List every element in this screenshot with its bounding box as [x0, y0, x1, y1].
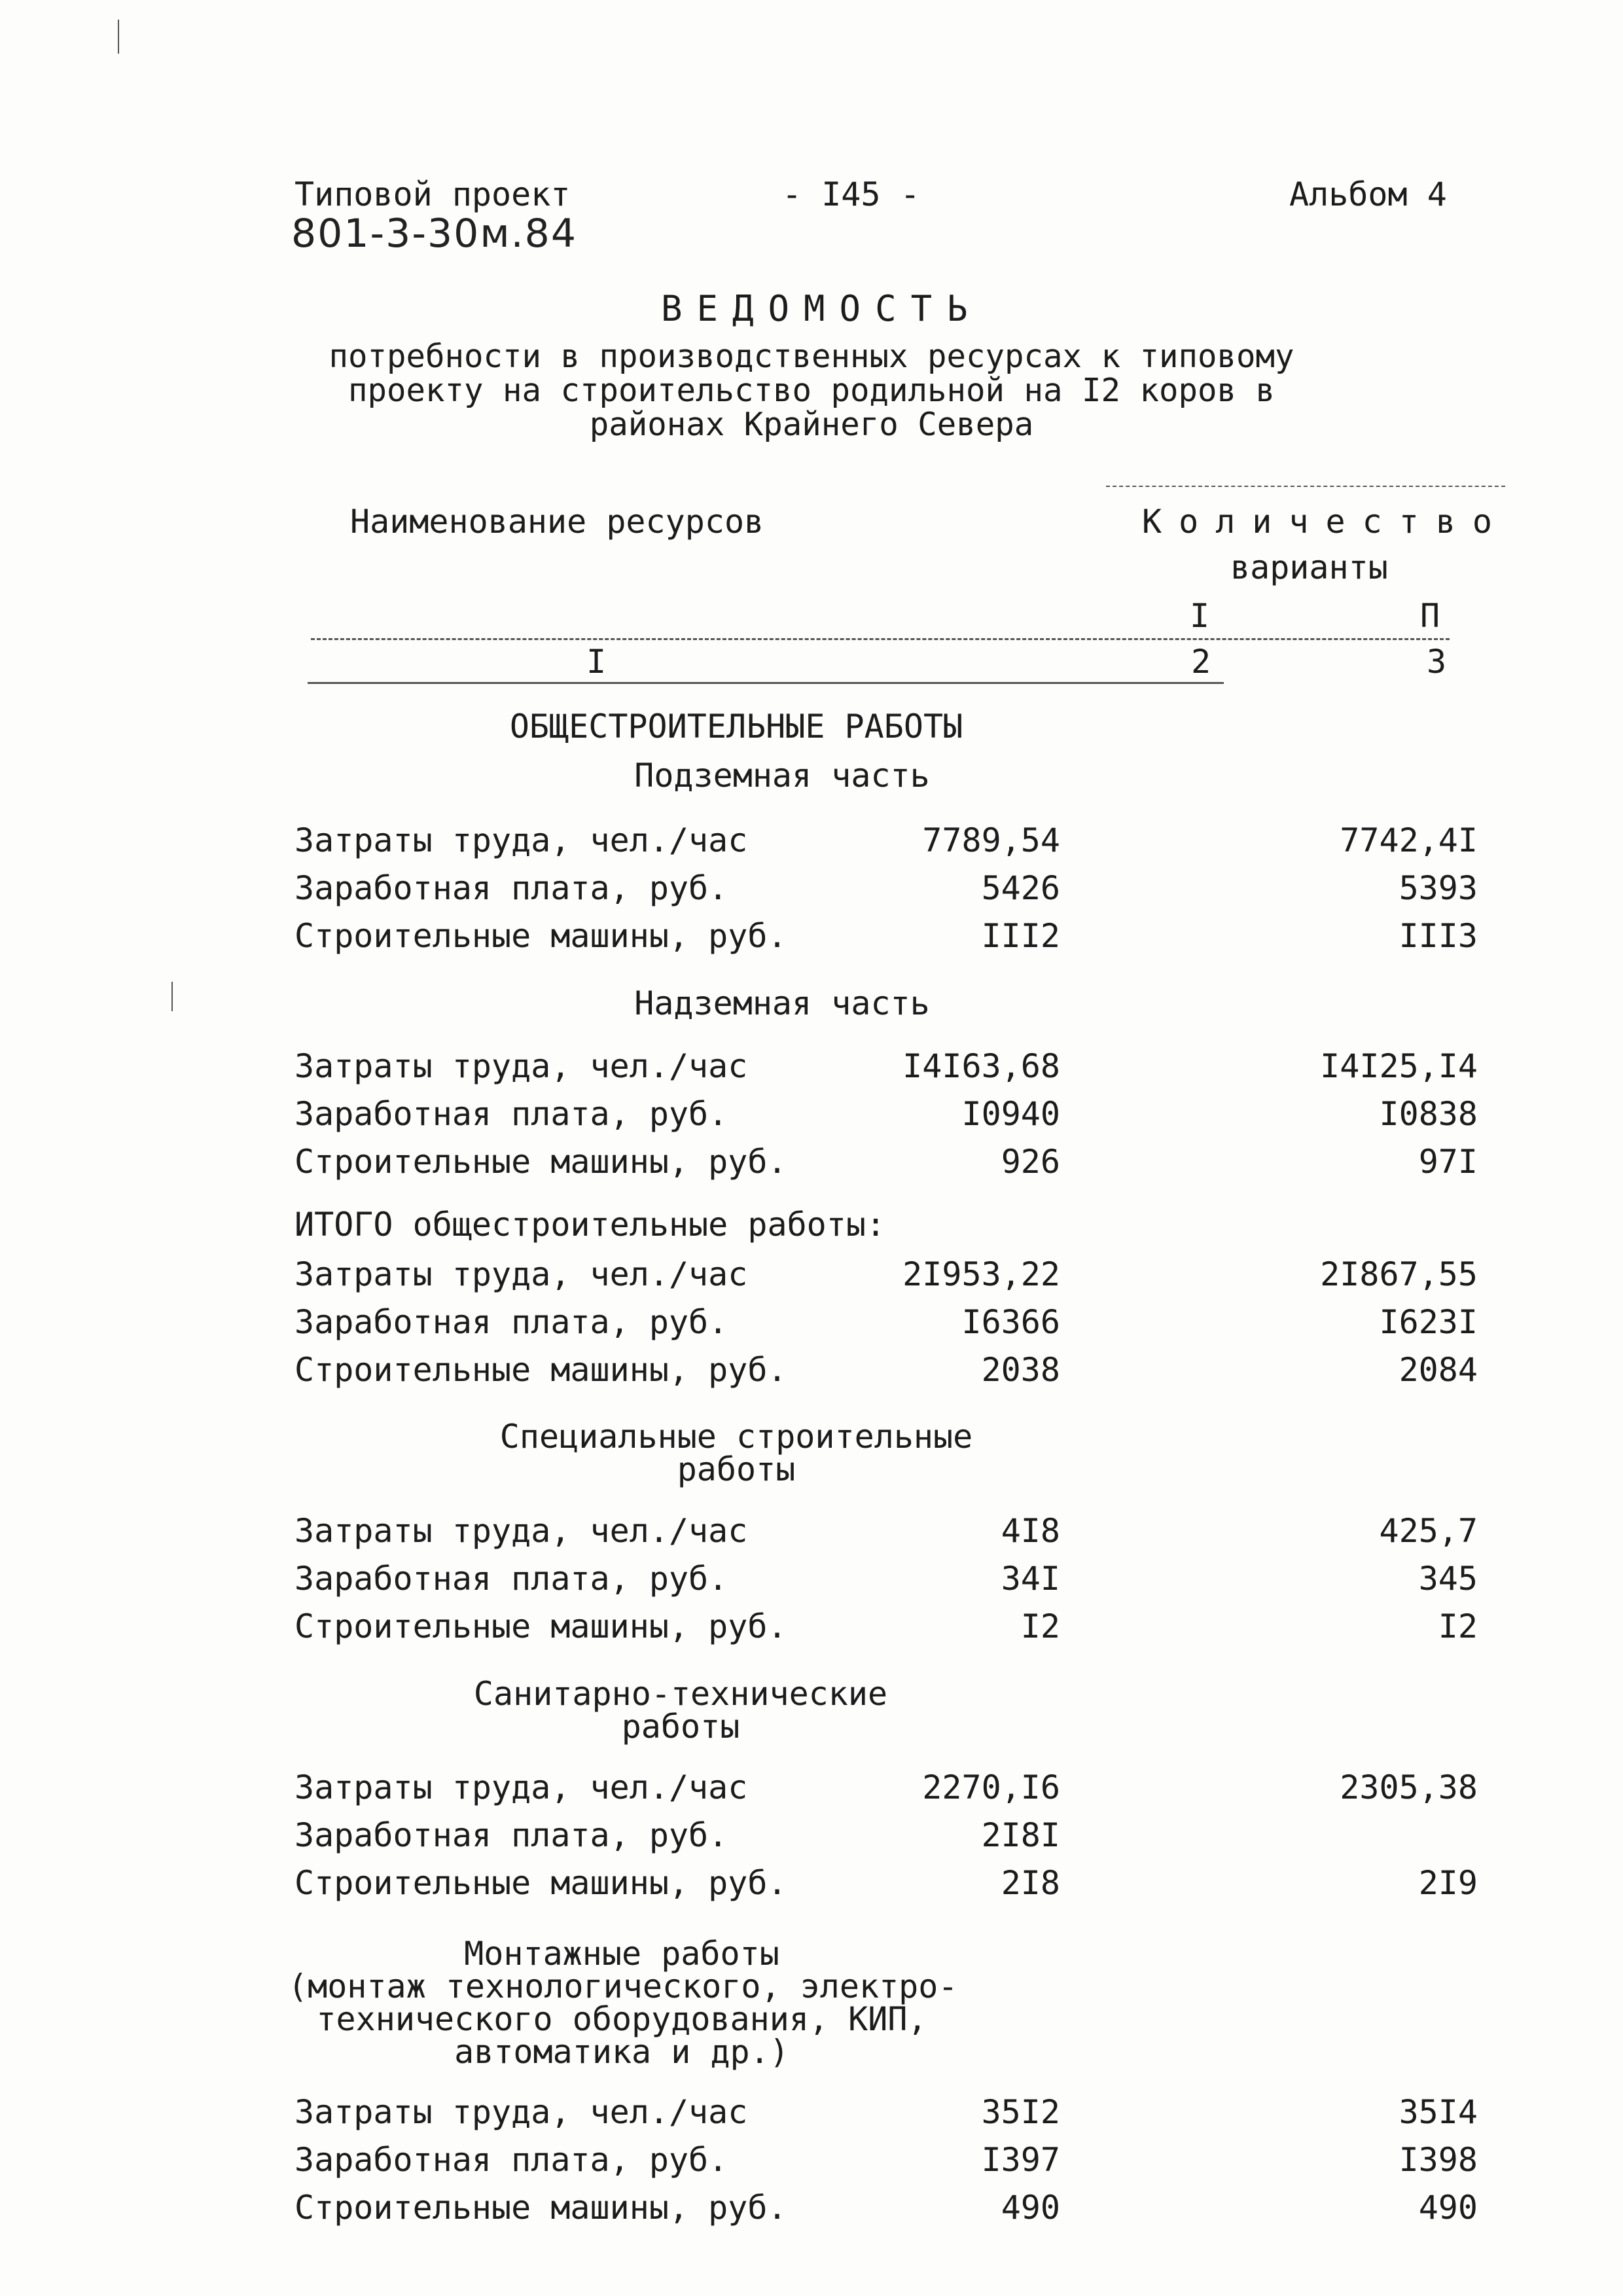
value-variant-2: III3	[1399, 917, 1478, 955]
row-label: Строительные машины, руб.	[294, 1607, 787, 1645]
value-variant-2: I398	[1399, 2141, 1478, 2179]
section-title-underground: Подземная часть	[634, 757, 930, 795]
table-row	[294, 2141, 1505, 2180]
value-variant-1: 4I8	[1001, 1512, 1060, 1550]
value-variant-1: 34I	[1001, 1560, 1060, 1598]
table-row	[294, 2189, 1505, 2228]
section-title-line: Санитарно-технические	[473, 1675, 888, 1713]
table-row	[294, 1816, 1505, 1856]
row-label: Строительные машины, руб.	[294, 1143, 787, 1181]
value-variant-2: 490	[1418, 2189, 1478, 2227]
value-variant-2: 5393	[1399, 869, 1478, 907]
row-label: Строительные машины, руб.	[294, 2189, 787, 2227]
value-variant-1: I397	[981, 2141, 1060, 2179]
section-title-installation	[288, 1935, 958, 2071]
table-row	[294, 1351, 1505, 1390]
value-variant-2: 35I4	[1399, 2093, 1478, 2131]
table-row	[294, 821, 1505, 861]
value-variant-1: 926	[1001, 1143, 1060, 1181]
col-number-3: 3	[1427, 643, 1447, 681]
section-title-special	[294, 1420, 1178, 1486]
row-label: Заработная плата, руб.	[294, 1560, 728, 1598]
project-code: 801-3-30м.84	[291, 211, 578, 257]
col-number-1: I	[586, 643, 607, 681]
row-label: Заработная плата, руб.	[294, 1095, 728, 1133]
header-bottom-rule	[308, 682, 1224, 684]
col-header-variants: варианты	[1230, 548, 1388, 586]
document-title: ВЕДОМОСТЬ	[661, 288, 982, 329]
value-variant-2: I2	[1438, 1607, 1478, 1645]
value-variant-2: 2305,38	[1340, 1768, 1478, 1806]
section-title-line: технического оборудования, КИП,	[316, 2000, 927, 2038]
variant-2-label: П	[1420, 597, 1440, 635]
scan-mark-top	[118, 20, 119, 54]
row-label: Затраты труда, чел./час	[294, 1768, 748, 1806]
row-label: Затраты труда, чел./час	[294, 821, 748, 859]
value-variant-1: 2I8	[1001, 1864, 1060, 1902]
value-variant-1: 2270,I6	[922, 1768, 1060, 1806]
section-title-line: автоматика и др.)	[454, 2033, 789, 2071]
col-header-quantity: Количество	[1142, 503, 1510, 541]
value-variant-1: 490	[1001, 2189, 1060, 2227]
variant-1-label: I	[1190, 597, 1210, 635]
table-row	[294, 1512, 1505, 1551]
row-label: Затраты труда, чел./час	[294, 1512, 748, 1550]
table-row	[294, 1864, 1505, 1903]
row-label: Затраты труда, чел./час	[294, 2093, 748, 2131]
value-variant-1: I0940	[961, 1095, 1060, 1133]
value-variant-2: 425,7	[1379, 1512, 1478, 1550]
value-variant-1: I6366	[961, 1303, 1060, 1341]
row-label: Строительные машины, руб.	[294, 1864, 787, 1902]
album-label: Альбом 4	[1289, 175, 1447, 213]
table-row	[294, 1607, 1505, 1647]
section-title-sanitary	[294, 1675, 1067, 1746]
table-row	[294, 1303, 1505, 1342]
value-variant-2: 2I9	[1418, 1864, 1478, 1902]
table-row	[294, 1255, 1505, 1295]
table-row	[294, 1768, 1505, 1808]
header-mid-rule	[311, 638, 1450, 640]
table-row	[294, 1143, 1505, 1182]
table-row	[294, 2093, 1505, 2132]
scan-mark-left	[171, 982, 173, 1011]
row-label: Заработная плата, руб.	[294, 1816, 728, 1854]
col-header-name: Наименование ресурсов	[350, 503, 764, 541]
total-general-label: ИТОГО общестроительные работы:	[294, 1206, 886, 1244]
section-title-line: работы	[621, 1708, 740, 1746]
row-label: Строительные машины, руб.	[294, 917, 787, 955]
table-row	[294, 1095, 1505, 1134]
value-variant-2: 345	[1418, 1560, 1478, 1598]
section-title-line: (монтаж технологического, электро-	[288, 1967, 958, 2005]
row-label: Затраты труда, чел./час	[294, 1255, 748, 1293]
row-label: Затраты труда, чел./час	[294, 1047, 748, 1085]
value-variant-2: 7742,4I	[1340, 821, 1478, 859]
col-number-2: 2	[1191, 643, 1211, 681]
value-variant-1: 5426	[981, 869, 1060, 907]
subtitle-line-2: проекту на строительство родильной на I2 коров в	[348, 372, 1275, 409]
section-title-aboveground: Надземная часть	[634, 984, 930, 1022]
value-variant-1: 2038	[981, 1351, 1060, 1389]
table-row	[294, 869, 1505, 908]
value-variant-2: I623I	[1379, 1303, 1478, 1341]
row-label: Заработная плата, руб.	[294, 1303, 728, 1341]
table-row	[294, 1047, 1505, 1086]
value-variant-2: I0838	[1379, 1095, 1478, 1133]
value-variant-1: 35I2	[981, 2093, 1060, 2131]
value-variant-1: 2I8I	[981, 1816, 1060, 1854]
page-number: - I45 -	[782, 175, 920, 213]
value-variant-2: 2I867,55	[1320, 1255, 1478, 1293]
section-title-line: Специальные строительные	[499, 1418, 973, 1456]
value-variant-1: 7789,54	[922, 821, 1060, 859]
header-top-rule	[1106, 486, 1505, 487]
row-label: Заработная плата, руб.	[294, 2141, 728, 2179]
value-variant-1: I4I63,68	[902, 1047, 1060, 1085]
row-label: Строительные машины, руб.	[294, 1351, 787, 1389]
table-row	[294, 1560, 1505, 1599]
subtitle-line-1: потребности в производственных ресурсах к типовому	[329, 338, 1294, 375]
section-title-line: Монтажные работы	[464, 1935, 779, 1973]
table-row	[294, 917, 1505, 956]
row-label: Заработная плата, руб.	[294, 869, 728, 907]
value-variant-2: 2084	[1399, 1351, 1478, 1389]
value-variant-2: I4I25,I4	[1320, 1047, 1478, 1085]
value-variant-1: III2	[981, 917, 1060, 955]
value-variant-1: I2	[1020, 1607, 1060, 1645]
subtitle-line-3: районах Крайнего Севера	[589, 406, 1034, 443]
section-title-general: ОБЩЕСТРОИТЕЛЬНЫЕ РАБОТЫ	[509, 708, 963, 745]
value-variant-2: 97I	[1418, 1143, 1478, 1181]
project-label: Типовой проект	[294, 175, 571, 213]
value-variant-1: 2I953,22	[902, 1255, 1060, 1293]
section-title-line: работы	[677, 1450, 796, 1488]
